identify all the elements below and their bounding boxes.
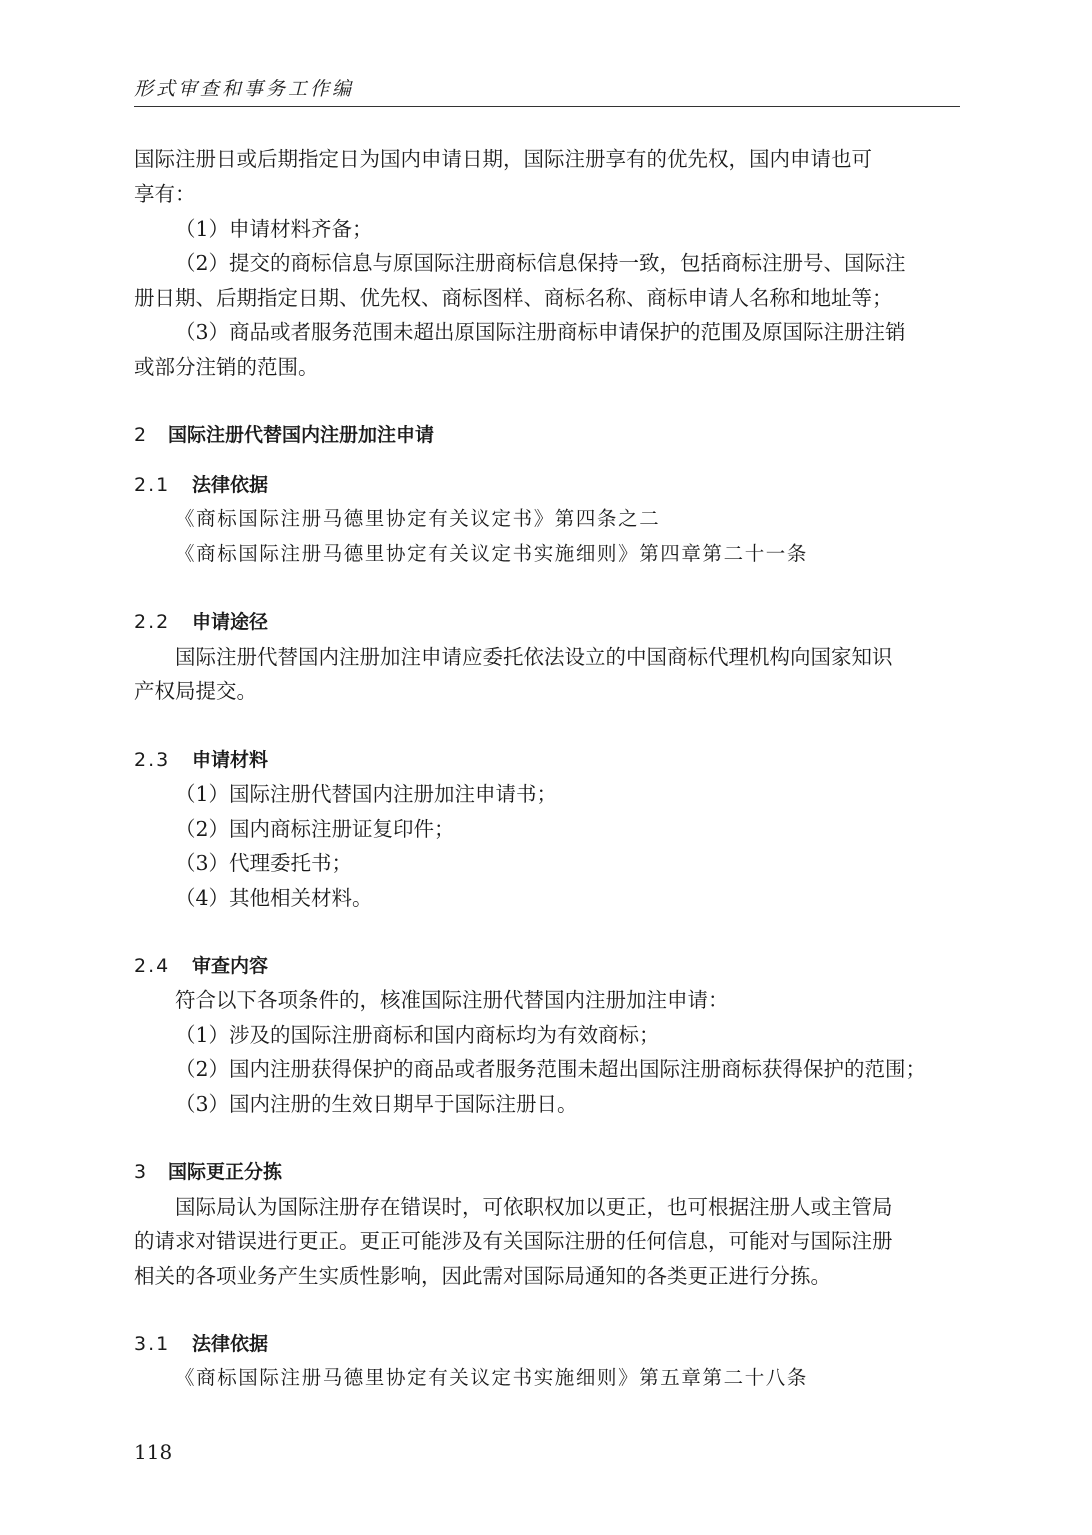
list-item: （2）国内商标注册证复印件； — [175, 817, 455, 841]
section-heading-3-1 — [134, 1330, 268, 1358]
section-heading-3 — [134, 1158, 282, 1186]
section-number: 2.4 — [134, 955, 171, 977]
list-item: （3）代理委托书； — [175, 851, 353, 875]
section-title: 申请途径 — [192, 611, 269, 633]
law-reference: 《商标国际注册马德里协定有关议定书实施细则》第五章第二十八条 — [175, 1366, 809, 1389]
list-item-cont: 或部分注销的范围。 — [134, 355, 319, 379]
law-reference: 《商标国际注册马德里协定有关议定书实施细则》第四章第二十一条 — [175, 542, 809, 565]
section-title: 法律依据 — [192, 474, 269, 496]
section-number: 2.1 — [134, 474, 171, 496]
list-item: （3）国内注册的生效日期早于国际注册日。 — [175, 1092, 578, 1116]
section-heading-2-4 — [134, 952, 268, 980]
section-number: 2.3 — [134, 749, 171, 771]
section-title: 国际注册代替国内注册加注申请 — [168, 424, 435, 446]
page-number: 118 — [134, 1440, 173, 1464]
section-title: 国际更正分拣 — [168, 1161, 283, 1183]
section-title: 申请材料 — [192, 749, 269, 771]
paragraph-line: 国际注册代替国内注册加注申请应委托依法设立的中国商标代理机构向国家知识 — [175, 645, 893, 669]
law-reference: 《商标国际注册马德里协定有关议定书》第四条之二 — [175, 507, 661, 530]
section-title: 法律依据 — [192, 1333, 269, 1355]
paragraph-line: 国际局认为国际注册存在错误时，可依职权加以更正，也可根据注册人或主管局 — [175, 1195, 893, 1219]
list-item: （3）商品或者服务范围未超出原国际注册商标申请保护的范围及原国际注册注销 — [175, 320, 906, 344]
paragraph-line: 的请求对错误进行更正。更正可能涉及有关国际注册的任何信息，可能对与国际注册 — [134, 1229, 893, 1253]
list-item: （2）国内注册获得保护的商品或者服务范围未超出国际注册商标获得保护的范围； — [175, 1057, 927, 1081]
paragraph-line: 产权局提交。 — [134, 679, 257, 703]
paragraph-line: 享有： — [134, 182, 196, 206]
list-item: （1）申请材料齐备； — [175, 217, 373, 241]
list-item: （4）其他相关材料。 — [175, 886, 373, 910]
list-item: （1）国际注册代替国内注册加注申请书； — [175, 782, 558, 806]
section-heading-2-2 — [134, 608, 268, 636]
section-number: 3 — [134, 1161, 149, 1183]
paragraph-line: 国际注册日或后期指定日为国内申请日期，国际注册享有的优先权，国内申请也可 — [134, 147, 872, 171]
section-title: 审查内容 — [192, 955, 269, 977]
list-item: （1）涉及的国际注册商标和国内商标均为有效商标； — [175, 1023, 660, 1047]
section-heading-2 — [134, 421, 434, 449]
header-title: 形式审查和事务工作编 — [134, 78, 355, 100]
section-number: 2.2 — [134, 611, 171, 633]
list-item: （2）提交的商标信息与原国际注册商标信息保持一致，包括商标注册号、国际注 — [175, 251, 906, 275]
paragraph-line: 相关的各项业务产生实质性影响，因此需对国际局通知的各类更正进行分拣。 — [134, 1264, 831, 1288]
list-item-cont: 册日期、后期指定日期、优先权、商标图样、商标名称、商标申请人名称和地址等； — [134, 286, 893, 310]
section-number: 2 — [134, 424, 149, 446]
paragraph-line: 符合以下各项条件的，核准国际注册代替国内注册加注申请： — [175, 988, 729, 1012]
running-header — [134, 72, 960, 107]
section-number: 3.1 — [134, 1333, 171, 1355]
section-heading-2-3 — [134, 746, 268, 774]
section-heading-2-1 — [134, 471, 268, 499]
